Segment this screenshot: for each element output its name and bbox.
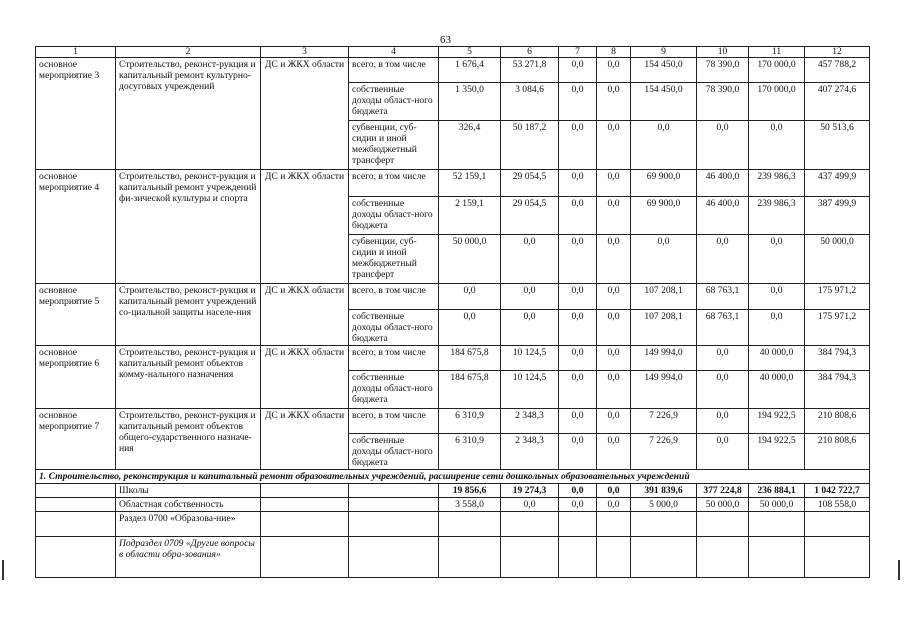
value-cell: 0,0 bbox=[597, 484, 631, 498]
empty-cell bbox=[439, 537, 501, 578]
regional-label: Областная собственность bbox=[116, 498, 261, 512]
value-cell: 0,0 bbox=[597, 121, 631, 170]
empty-cell bbox=[805, 512, 870, 537]
value-cell: 0,0 bbox=[697, 409, 749, 434]
value-cell: 0,0 bbox=[597, 58, 631, 83]
empty-cell bbox=[261, 537, 349, 578]
value-cell: 0,0 bbox=[631, 235, 697, 284]
value-cell: 0,0 bbox=[597, 284, 631, 310]
value-cell: 194 922,5 bbox=[749, 409, 805, 434]
scan-edge-mark bbox=[898, 560, 900, 580]
value-cell: 6 310,9 bbox=[439, 409, 501, 434]
value-cell: 78 390,0 bbox=[697, 83, 749, 121]
value-cell: 0,0 bbox=[749, 284, 805, 310]
value-cell: 0,0 bbox=[697, 121, 749, 170]
empty-cell bbox=[501, 512, 559, 537]
value-cell: 107 208,1 bbox=[631, 310, 697, 346]
value-cell: 154 450,0 bbox=[631, 83, 697, 121]
value-cell: 29 054,5 bbox=[501, 197, 559, 235]
value-cell: 50 000,0 bbox=[805, 235, 870, 284]
value-cell: 184 675,8 bbox=[439, 346, 501, 371]
value-cell: 384 794,3 bbox=[805, 371, 870, 409]
value-cell: 68 763,1 bbox=[697, 310, 749, 346]
schools-label: Школы bbox=[116, 484, 261, 498]
value-cell: 236 884,1 bbox=[749, 484, 805, 498]
measure-executor: ДС и ЖКХ области bbox=[261, 409, 349, 470]
value-cell: 0,0 bbox=[501, 284, 559, 310]
funding-source: собственные доходы област-ного бюджета bbox=[349, 310, 439, 346]
empty-cell bbox=[697, 512, 749, 537]
value-cell: 10 124,5 bbox=[501, 371, 559, 409]
value-cell: 40 000,0 bbox=[749, 346, 805, 371]
value-cell: 0,0 bbox=[501, 498, 559, 512]
section-title: 1. Строительство, реконструкция и капитальный ремонт образовательных учреждений, расширение сети дошкольных образовательных учреждений bbox=[36, 470, 870, 484]
value-cell: 175 971,2 bbox=[805, 310, 870, 346]
value-cell: 387 499,9 bbox=[805, 197, 870, 235]
funding-source: всего, в том числе bbox=[349, 409, 439, 434]
value-cell: 0,0 bbox=[559, 197, 597, 235]
podrazdel-label: Подраздел 0709 «Другие вопросы в области обра-зования» bbox=[116, 537, 261, 578]
podrazdel-row bbox=[36, 537, 870, 578]
value-cell: 149 994,0 bbox=[631, 346, 697, 371]
value-cell: 170 000,0 bbox=[749, 58, 805, 83]
column-header: 11 bbox=[749, 47, 805, 58]
value-cell: 0,0 bbox=[597, 434, 631, 470]
value-cell: 0,0 bbox=[559, 434, 597, 470]
column-header: 7 bbox=[559, 47, 597, 58]
funding-source: собственные доходы област-ного бюджета bbox=[349, 371, 439, 409]
value-cell: 19 274,3 bbox=[501, 484, 559, 498]
empty-cell bbox=[36, 537, 116, 578]
empty-cell bbox=[261, 512, 349, 537]
value-cell: 50 187,2 bbox=[501, 121, 559, 170]
empty-cell bbox=[36, 484, 116, 498]
value-cell: 6 310,9 bbox=[439, 434, 501, 470]
value-cell: 1 676,4 bbox=[439, 58, 501, 83]
razdel-row bbox=[36, 512, 870, 537]
measure-executor: ДС и ЖКХ области bbox=[261, 284, 349, 346]
value-cell: 0,0 bbox=[697, 371, 749, 409]
razdel-label: Раздел 0700 «Образова-ние» bbox=[116, 512, 261, 537]
value-cell: 0,0 bbox=[559, 121, 597, 170]
column-header: 6 bbox=[501, 47, 559, 58]
value-cell: 0,0 bbox=[439, 310, 501, 346]
value-cell: 0,0 bbox=[697, 434, 749, 470]
empty-cell bbox=[349, 484, 439, 498]
value-cell: 5 000,0 bbox=[631, 498, 697, 512]
column-header: 12 bbox=[805, 47, 870, 58]
value-cell: 0,0 bbox=[749, 121, 805, 170]
value-cell: 391 839,6 bbox=[631, 484, 697, 498]
value-cell: 1 042 722,7 bbox=[805, 484, 870, 498]
empty-cell bbox=[349, 512, 439, 537]
value-cell: 0,0 bbox=[559, 284, 597, 310]
measure-name: основное мероприятие 6 bbox=[36, 346, 116, 409]
funding-source: субвенции, суб-сидии и иной межбюджетный трансферт bbox=[349, 121, 439, 170]
measure-description: Строительство, реконст-рукция и капитальный ремонт объектов комму-нального назначения bbox=[116, 346, 261, 409]
value-cell: 78 390,0 bbox=[697, 58, 749, 83]
measure-name: основное мероприятие 5 bbox=[36, 284, 116, 346]
value-cell: 19 856,6 bbox=[439, 484, 501, 498]
value-cell: 239 986,3 bbox=[749, 197, 805, 235]
value-cell: 40 000,0 bbox=[749, 371, 805, 409]
value-cell: 3 558,0 bbox=[439, 498, 501, 512]
empty-cell bbox=[697, 537, 749, 578]
table-row bbox=[36, 346, 870, 371]
funding-source: всего, в том числе bbox=[349, 58, 439, 83]
scan-edge-mark bbox=[2, 560, 4, 580]
value-cell: 326,4 bbox=[439, 121, 501, 170]
value-cell: 107 208,1 bbox=[631, 284, 697, 310]
funding-source: всего, в том числе bbox=[349, 284, 439, 310]
measure-executor: ДС и ЖКХ области bbox=[261, 170, 349, 284]
value-cell: 0,0 bbox=[597, 409, 631, 434]
value-cell: 0,0 bbox=[501, 235, 559, 284]
value-cell: 194 922,5 bbox=[749, 434, 805, 470]
value-cell: 0,0 bbox=[559, 58, 597, 83]
column-header: 10 bbox=[697, 47, 749, 58]
value-cell: 0,0 bbox=[559, 498, 597, 512]
value-cell: 149 994,0 bbox=[631, 371, 697, 409]
value-cell: 7 226,9 bbox=[631, 434, 697, 470]
empty-cell bbox=[631, 512, 697, 537]
value-cell: 437 499,9 bbox=[805, 170, 870, 197]
value-cell: 50 000,0 bbox=[439, 235, 501, 284]
value-cell: 170 000,0 bbox=[749, 83, 805, 121]
funding-source: собственные доходы област-ного бюджета bbox=[349, 434, 439, 470]
value-cell: 69 900,0 bbox=[631, 197, 697, 235]
table-row bbox=[36, 284, 870, 310]
value-cell: 0,0 bbox=[749, 235, 805, 284]
empty-cell bbox=[36, 512, 116, 537]
empty-cell bbox=[261, 484, 349, 498]
value-cell: 0,0 bbox=[597, 235, 631, 284]
budget-table bbox=[35, 46, 870, 578]
value-cell: 184 675,8 bbox=[439, 371, 501, 409]
value-cell: 3 084,6 bbox=[501, 83, 559, 121]
value-cell: 52 159,1 bbox=[439, 170, 501, 197]
value-cell: 50 513,6 bbox=[805, 121, 870, 170]
empty-cell bbox=[559, 512, 597, 537]
measure-name: основное мероприятие 4 bbox=[36, 170, 116, 284]
value-cell: 175 971,2 bbox=[805, 284, 870, 310]
value-cell: 0,0 bbox=[597, 498, 631, 512]
value-cell: 0,0 bbox=[697, 346, 749, 371]
value-cell: 29 054,5 bbox=[501, 170, 559, 197]
value-cell: 0,0 bbox=[559, 371, 597, 409]
measure-description: Строительство, реконст-рукция и капитальный ремонт учреждений фи-зической культуры и спорта bbox=[116, 170, 261, 284]
empty-cell bbox=[36, 498, 116, 512]
value-cell: 53 271,8 bbox=[501, 58, 559, 83]
empty-cell bbox=[559, 537, 597, 578]
value-cell: 68 763,1 bbox=[697, 284, 749, 310]
value-cell: 457 788,2 bbox=[805, 58, 870, 83]
header-row bbox=[36, 47, 870, 58]
value-cell: 0,0 bbox=[439, 284, 501, 310]
empty-cell bbox=[597, 537, 631, 578]
value-cell: 10 124,5 bbox=[501, 346, 559, 371]
empty-cell bbox=[805, 537, 870, 578]
value-cell: 210 808,6 bbox=[805, 409, 870, 434]
empty-cell bbox=[631, 537, 697, 578]
page-number: 63 bbox=[440, 34, 451, 46]
funding-source: субвенции, суб-сидии и иной межбюджетный трансферт bbox=[349, 235, 439, 284]
value-cell: 69 900,0 bbox=[631, 170, 697, 197]
empty-cell bbox=[261, 498, 349, 512]
value-cell: 0,0 bbox=[559, 170, 597, 197]
table-row bbox=[36, 170, 870, 197]
value-cell: 50 000,0 bbox=[697, 498, 749, 512]
column-header: 9 bbox=[631, 47, 697, 58]
value-cell: 0,0 bbox=[631, 121, 697, 170]
value-cell: 210 808,6 bbox=[805, 434, 870, 470]
value-cell: 1 350,0 bbox=[439, 83, 501, 121]
empty-cell bbox=[749, 512, 805, 537]
table-row bbox=[36, 58, 870, 83]
value-cell: 0,0 bbox=[559, 83, 597, 121]
measure-executor: ДС и ЖКХ области bbox=[261, 346, 349, 409]
value-cell: 154 450,0 bbox=[631, 58, 697, 83]
value-cell: 239 986,3 bbox=[749, 170, 805, 197]
value-cell: 0,0 bbox=[559, 484, 597, 498]
measure-description: Строительство, реконст-рукция и капитальный ремонт объектов общего-сударственного назначе-ния bbox=[116, 409, 261, 470]
value-cell: 46 400,0 bbox=[697, 170, 749, 197]
value-cell: 0,0 bbox=[597, 310, 631, 346]
empty-cell bbox=[597, 512, 631, 537]
empty-cell bbox=[439, 512, 501, 537]
empty-cell bbox=[749, 537, 805, 578]
value-cell: 0,0 bbox=[501, 310, 559, 346]
schools-row bbox=[36, 484, 870, 498]
value-cell: 377 224,8 bbox=[697, 484, 749, 498]
value-cell: 0,0 bbox=[697, 235, 749, 284]
table-row bbox=[36, 409, 870, 434]
value-cell: 108 558,0 bbox=[805, 498, 870, 512]
measure-description: Строительство, реконст-рукция и капитальный ремонт учреждений со-циальной защиты населе-ния bbox=[116, 284, 261, 346]
value-cell: 0,0 bbox=[597, 170, 631, 197]
column-header: 4 bbox=[349, 47, 439, 58]
regional-row bbox=[36, 498, 870, 512]
value-cell: 0,0 bbox=[749, 310, 805, 346]
value-cell: 0,0 bbox=[559, 409, 597, 434]
funding-source: собственные доходы област-ного бюджета bbox=[349, 83, 439, 121]
value-cell: 2 348,3 bbox=[501, 409, 559, 434]
value-cell: 0,0 bbox=[597, 371, 631, 409]
value-cell: 2 348,3 bbox=[501, 434, 559, 470]
value-cell: 0,0 bbox=[559, 346, 597, 371]
measure-name: основное мероприятие 3 bbox=[36, 58, 116, 170]
value-cell: 0,0 bbox=[597, 83, 631, 121]
measure-name: основное мероприятие 7 bbox=[36, 409, 116, 470]
column-header: 3 bbox=[261, 47, 349, 58]
value-cell: 7 226,9 bbox=[631, 409, 697, 434]
funding-source: собственные доходы област-ного бюджета bbox=[349, 197, 439, 235]
column-header: 8 bbox=[597, 47, 631, 58]
value-cell: 384 794,3 bbox=[805, 346, 870, 371]
funding-source: всего, в том числе bbox=[349, 170, 439, 197]
value-cell: 0,0 bbox=[559, 310, 597, 346]
measure-description: Строительство, реконст-рукция и капитальный ремонт культурно-досуговых учреждений bbox=[116, 58, 261, 170]
value-cell: 50 000,0 bbox=[749, 498, 805, 512]
value-cell: 46 400,0 bbox=[697, 197, 749, 235]
column-header: 5 bbox=[439, 47, 501, 58]
value-cell: 407 274,6 bbox=[805, 83, 870, 121]
column-header: 1 bbox=[36, 47, 116, 58]
empty-cell bbox=[349, 537, 439, 578]
measure-executor: ДС и ЖКХ области bbox=[261, 58, 349, 170]
value-cell: 2 159,1 bbox=[439, 197, 501, 235]
empty-cell bbox=[349, 498, 439, 512]
section-row bbox=[36, 470, 870, 484]
funding-source: всего, в том числе bbox=[349, 346, 439, 371]
column-header: 2 bbox=[116, 47, 261, 58]
value-cell: 0,0 bbox=[559, 235, 597, 284]
empty-cell bbox=[501, 537, 559, 578]
value-cell: 0,0 bbox=[597, 346, 631, 371]
value-cell: 0,0 bbox=[597, 197, 631, 235]
